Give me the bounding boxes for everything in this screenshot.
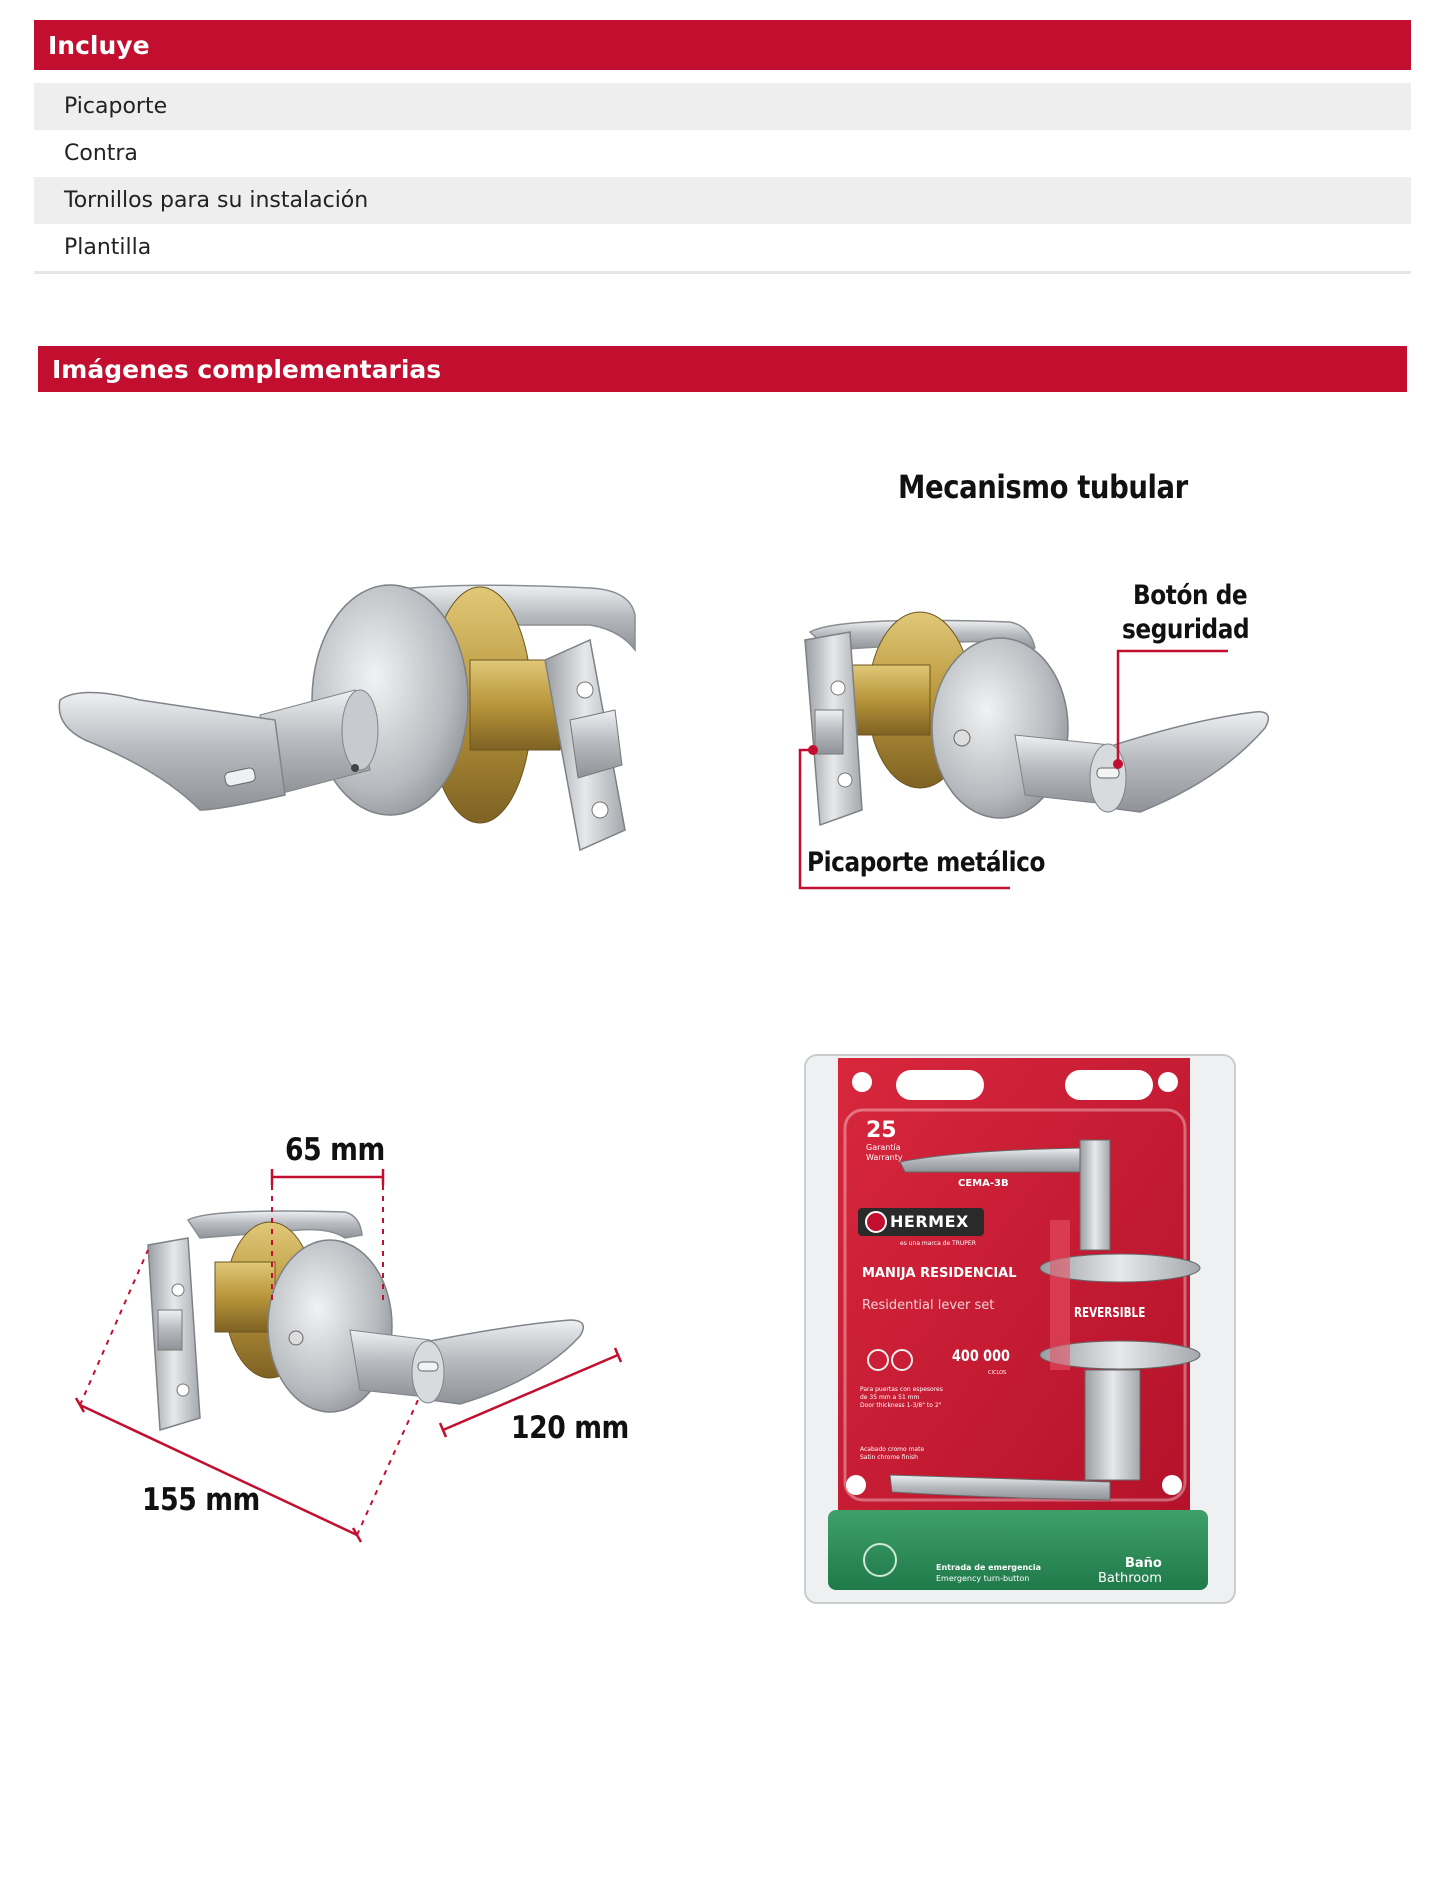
list-item: Contra <box>64 141 138 166</box>
dimension-depth: 65 mm <box>285 1132 385 1168</box>
dimension-length: 155 mm <box>142 1482 260 1518</box>
mechanism-title: Mecanismo tubular <box>898 468 1188 506</box>
emergency-label: Entrada de emergencia Emergency turn-button <box>936 1563 1042 1583</box>
product-name-es: MANIJA RESIDENCIAL <box>862 1266 1017 1281</box>
cycles-label: CICLOS <box>988 1370 1007 1376</box>
list-item: Tornillos para su instalación <box>34 177 1411 224</box>
list-item: Plantilla <box>64 235 152 260</box>
model-code: CEMA-3B <box>958 1178 1009 1189</box>
door-thickness: Para puertas con espesores de 35 mm a 51 mm Door thickness 1-3/8" to 2" <box>860 1386 943 1409</box>
lever-lock-image <box>59 585 635 850</box>
cycles-value: 400 000 <box>952 1346 1010 1365</box>
reversible-badge: REVERSIBLE <box>1074 1306 1146 1321</box>
finish-info: Acabado cromo mate Satin chrome finish <box>860 1446 925 1461</box>
label-metal-latch: Picaporte metálico <box>807 847 1045 878</box>
label-security-button-2: seguridad <box>1122 614 1250 645</box>
section-title: Incluye <box>48 30 150 60</box>
list-item: Picaporte <box>34 83 1411 130</box>
product-name-en: Residential lever set <box>862 1298 995 1313</box>
warranty-label: Garantía Warranty <box>866 1143 903 1162</box>
label-security-button-1: Botón de <box>1133 580 1248 611</box>
brand-logo: HERMEX <box>890 1212 969 1231</box>
type-label: Baño Bathroom <box>1098 1556 1162 1586</box>
warranty-number: 25 <box>866 1118 897 1143</box>
section-title: Imágenes complementarias <box>52 354 442 384</box>
dimension-lever: 120 mm <box>511 1410 629 1446</box>
brand-tag: es una marca de TRUPER <box>900 1240 976 1247</box>
